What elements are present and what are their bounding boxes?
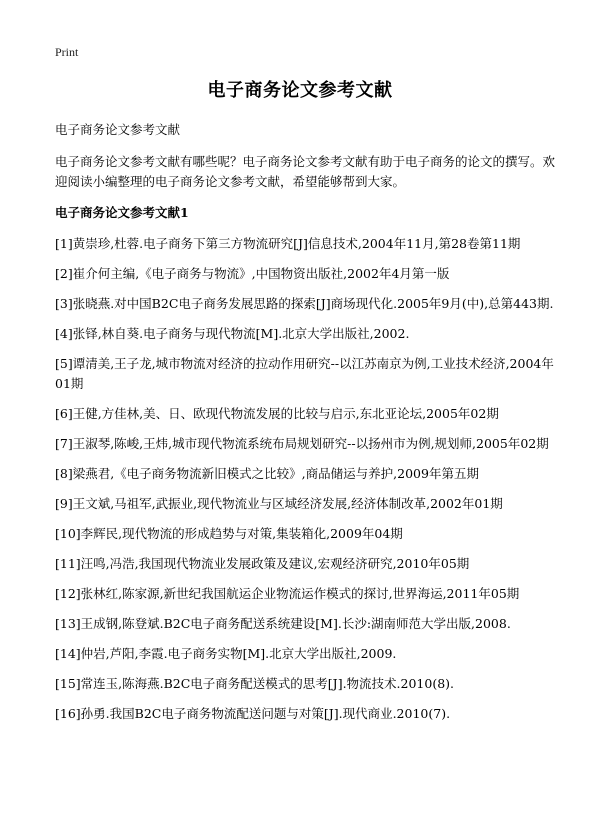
document-title: 电子商务论文参考文献 <box>207 80 393 101</box>
reference-list <box>55 234 555 724</box>
reference-item: [10]李辉民,现代物流的形成趋势与对策,集装箱化,2009年04期 <box>55 526 403 541</box>
reference-item: [8]梁燕君,《电子商务物流新旧模式之比较》,商品储运与养护,2009年第五期 <box>55 466 479 481</box>
reference-item: [9]王文斌,马祖军,武振业,现代物流业与区域经济发展,经济体制改革,2002年01期 <box>55 496 503 511</box>
reference-item: [11]汪鸣,冯浩,我国现代物流业发展政策及建议,宏观经济研究,2010年05期 <box>55 556 470 571</box>
reference-item: [12]张林红,陈家源,新世纪我国航运企业物流运作模式的探讨,世界海运,2011年05期 <box>55 586 520 601</box>
document-body <box>55 120 555 734</box>
reference-item: [1]黄崇珍,杜蓉.电子商务下第三方物流研究[J]信息技术,2004年11月,第28卷第11期 <box>55 236 521 251</box>
reference-item: [5]谭清美,王子龙,城市物流对经济的拉动作用研究--以江苏南京为例,工业技术经济,2004年01期 <box>55 356 554 391</box>
reference-item: [7]王淑琴,陈峻,王炜,城市现代物流系统布局规划研究--以扬州市为例,规划师,2005年02期 <box>55 436 549 451</box>
reference-item: [3]张晓燕.对中国B2C电子商务发展思路的探索[J]商场现代化.2005年9月(中),总第443期. <box>55 296 554 311</box>
reference-item: [4]张铎,林自葵.电子商务与现代物流[M].北京大学出版社,2002. <box>55 326 410 341</box>
print-link[interactable]: Print <box>55 45 79 59</box>
reference-item: [13]王成钢,陈登斌.B2C电子商务配送系统建设[M].长沙:湖南师范大学出版,2008. <box>55 616 511 631</box>
reference-item: [14]仲岩,芦阳,李霞.电子商务实物[M].北京大学出版社,2009. <box>55 646 397 661</box>
reference-item: [16]孙勇.我国B2C电子商务物流配送问题与对策[J].现代商业.2010(7). <box>55 706 451 721</box>
section-heading: 电子商务论文参考文献1 <box>55 205 189 220</box>
intro-paragraph: 电子商务论文参考文献有哪些呢？电子商务论文参考文献有助于电子商务的论文的撰写。欢迎阅读小编整理的电子商务论文参考文献，希望能够帮到大家。 <box>55 154 556 189</box>
reference-item: [15]常连玉,陈海燕.B2C电子商务配送模式的思考[J].物流技术.2010(8). <box>55 676 455 691</box>
document-subtitle: 电子商务论文参考文献 <box>55 122 181 137</box>
reference-item: [6]王健,方佳林,美、日、欧现代物流发展的比较与启示,东北亚论坛,2005年02期 <box>55 406 499 421</box>
reference-item: [2]崔介何主编,《电子商务与物流》,中国物资出版社,2002年4月第一版 <box>55 266 450 281</box>
